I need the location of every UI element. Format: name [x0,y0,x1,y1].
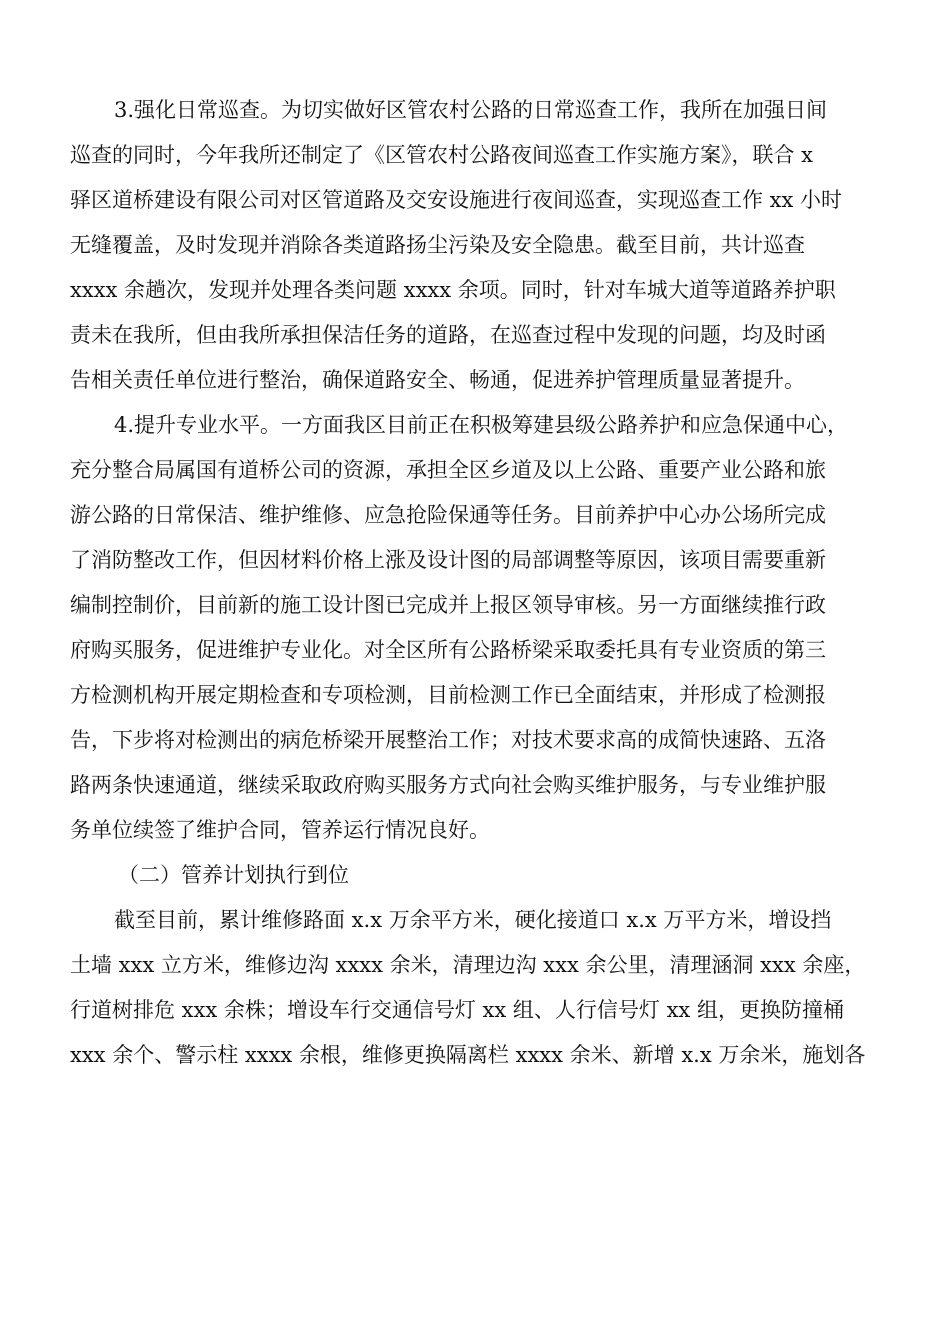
text-line: 驿区道桥建设有限公司对区管道路及交安设施进行夜间巡查，实现巡查工作 xx 小时 [70,188,843,212]
text-line: 务单位续签了维护合同，管养运行情况良好。 [70,818,490,842]
text-line: 土墙 xxx 立方米，维修边沟 xxxx 余米，清理边沟 xxx 余公里，清理涵洞 xxx 余座， [70,953,866,977]
paragraph-daily-patrol [70,88,882,403]
text-line: 3.强化日常巡查。为切实做好区管农村公路的日常巡查工作，我所在加强日间 [114,98,828,122]
text-line: 截至目前，累计维修路面 x.x 万余平方米，硬化接道口 x.x 万平方米，增设挡 [114,908,832,932]
text-line: 告相关责任单位进行整治，确保道路安全、畅通，促进养护管理质量显著提升。 [70,368,805,392]
text-line: xxxx 余趟次，发现并处理各类问题 xxxx 余项。同时，针对车城大道等道路养护职 [70,278,836,302]
text-line: 无缝覆盖，及时发现并消除各类道路扬尘污染及安全隐患。截至目前，共计巡查 [70,233,805,257]
text-line: 告，下步将对检测出的病危桥梁开展整治工作；对技术要求高的成简快速路、五洛 [70,728,826,752]
text-line: 责未在我所，但由我所承担保洁任务的道路，在巡查过程中发现的问题，均及时函 [70,323,826,347]
text-line: 了消防整改工作，但因材料价格上涨及设计图的局部调整等原因，该项目需要重新 [70,548,826,572]
text-line: 路两条快速通道，继续采取政府购买服务方式向社会购买维护服务，与专业维护服 [70,773,826,797]
document-body [70,88,882,1078]
text-line: xxx 余个、警示柱 xxxx 余根，维修更换隔离栏 xxxx 余米、新增 x.x 万余米，施划各 [70,1043,866,1067]
text-line: 4.提升专业水平。一方面我区目前正在积极筹建县级公路养护和应急保通中心， [114,413,849,437]
text-line: 巡查的同时，今年我所还制定了《区管农村公路夜间巡查工作实施方案》，联合 x [70,143,814,167]
text-line: 方检测机构开展定期检查和专项检测，目前检测工作已全面结束，并形成了检测报 [70,683,826,707]
section-heading [70,853,882,898]
paragraph-plan-execution [70,898,882,1078]
text-line: 府购买服务，促进维护专业化。对全区所有公路桥梁采取委托具有专业资质的第三 [70,638,826,662]
text-line: 游公路的日常保洁、维护维修、应急抢险保通等任务。目前养护中心办公场所完成 [70,503,826,527]
section-heading-text: （二）管养计划执行到位 [118,863,349,887]
text-line: 充分整合局属国有道桥公司的资源，承担全区乡道及以上公路、重要产业公路和旅 [70,458,826,482]
text-line: 编制控制价，目前新的施工设计图已完成并上报区领导审核。另一方面继续推行政 [70,593,826,617]
paragraph-professional-level [70,403,882,853]
text-line: 行道树排危 xxx 余株；增设车行交通信号灯 xx 组、人行信号灯 xx 组，更换防撞桶 [70,998,844,1022]
